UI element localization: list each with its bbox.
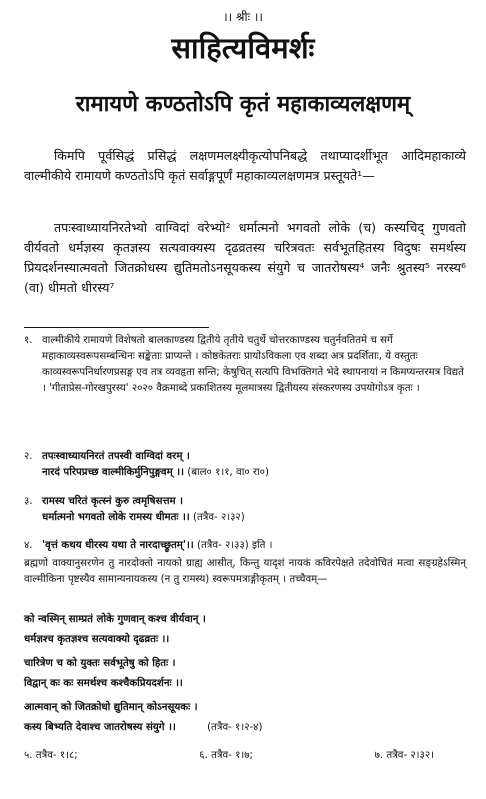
footnote-2 bbox=[24, 449, 466, 481]
verse-reference: (तत्रैव- २।३३) इति । bbox=[197, 540, 273, 551]
footnote-number: २. bbox=[24, 451, 33, 462]
chapter-title: रामायणे कण्ठतोऽपि कृतं महाकाव्यलक्षणम् bbox=[75, 92, 411, 117]
body-paragraph-1: किमपि पूर्वसिद्धं प्रसिद्धं लक्षणमलक्ष्यीकृत्योपनिबद्धे तथाप्यादर्शीभूत आदिमहाकाव्ये वाल्मीकीये रामायणे कण्ठतोऽपि कृतं सर्वाङ्गपूर्णं महाकाव्यलक्षणमत्र प्रस्तूयते¹— bbox=[24, 148, 466, 183]
verse-line: धर्मज्ञश्च कृतज्ञश्च सत्यवाक्यो दृढव्रतः ।। bbox=[24, 634, 170, 645]
footnote-number: ४. bbox=[24, 540, 33, 551]
footnote-1 bbox=[24, 333, 466, 397]
verse-reference: (तत्रैव- २।३२) bbox=[192, 512, 245, 523]
verse-line: विद्वान् कः कः समर्थश्च कश्चैकप्रियदर्शनः ।। bbox=[24, 678, 183, 689]
verse-reference: (तत्रैव- १।२-४) bbox=[207, 722, 263, 733]
footnote-6: ६. तत्रैव- १।७; bbox=[199, 750, 253, 761]
verse-reference: (बाल० १।१, वा० रा०) bbox=[187, 467, 269, 478]
verse-line: चारित्रेण च को युक्तः सर्वभूतेषु को हितः । bbox=[24, 658, 176, 669]
footnote-3 bbox=[24, 494, 466, 526]
footnote-4 bbox=[24, 538, 466, 554]
body-paragraph-2: तपःस्वाध्यायनिरतेभ्यो वाग्विदां वरेभ्यो² धर्मात्मनो भगवतो लोके (च) कस्यचिद् गुणवतो वीर्यवतो धर्मज्ञस्य कृतज्ञस्य सत्यवाक्यस्य दृढव्रतस्य चरित्रवतः सर्वभूतहितस्य विदुषः समर्थस्य प्रियदर्शनस्यात्मवतो जितक्रोधस्य द्युतिमतोऽनसूयकस्य संयुगे च जातरोषस्य⁴ जनैः श्रुतस्य⁵ नरस्य⁶ (वा) धीमतो धीरस्य⁷ bbox=[24, 220, 466, 295]
verse-line-with-ref bbox=[24, 720, 466, 736]
footnote-text: वाल्मीकीये रामायणे विशेषतो बालकाण्डस्य द्वितीये तृतीये चतुर्थे चोत्तरकाण्डस्य चतुर्नवतितमे च सर्गे महाकाव्यस्वरूपसम्बन्धिनः सङ्केताः प्राप्यन्ते । कोष्ठकेतराः प्रायोऽविकला एव शब्दा अत्र प्रदर्शिताः, ये वस्तुतः काव्यस्वरूपनिर्धारणप्रसङ्ग एव तत्र व्यवहृता सन्ति; केषुचित् सत्यपि विभक्तिगते भेदे स्थापनायां न किमप्यन्तरमत्र विद्यते । 'गीताप्रेस-गोरखपुरस्य' २०२० वैक्रमाब्दे प्रकाशितस्य मूलमात्रस्य द्वितीयस्य संस्करणस्य उपयोगोऽत्र कृतः । bbox=[42, 335, 464, 394]
verse-line: कस्य बिभ्यति देवाश्च जातरोषस्य संयुगे ।। bbox=[24, 722, 176, 733]
quoted-verse: 'वृत्तं कथय धीरस्य यथा ते नारदाच्छ्रुतम्'।। bbox=[42, 540, 194, 551]
footnote-7: ७. तत्रैव- २।३२। bbox=[374, 750, 434, 761]
verse-line: धर्मात्मनो भगवतो लोके रामस्य धीमतः ।। bbox=[42, 512, 190, 523]
footnotes-5-7 bbox=[24, 748, 434, 764]
footnote-number: ३. bbox=[24, 496, 33, 507]
footnote-number: १. bbox=[24, 335, 33, 346]
verse-line: तपःस्वाध्यायनिरतं तपस्वी वाग्विदां वरम् । bbox=[42, 451, 190, 462]
verse-line: नारदं परिपप्रच्छ वाल्मीकिर्मुनिपुङ्गवम् ।। bbox=[42, 467, 184, 478]
verse-line: आत्मवान् को जितक्रोधो द्युतिमान् कोऽनसूयकः । bbox=[24, 702, 198, 713]
footnote-5: ५. तत्रैव- १।८; bbox=[24, 750, 78, 761]
verse-line: रामस्य चरितं कृत्स्नं कुरु त्वमृषिसत्तम । bbox=[42, 496, 183, 507]
footnote-4-explanation: ब्रह्मणो वाक्यानुसरणेन तु नारदोक्तो नायको ग्राह्य आसीत्, किन्तु यादृशं नायकं कविरपेक्षते तदेवोचितं मत्वा सङ्ग्रहेऽस्मिन् वाल्मीकिना पृष्टस्यैव सामान्यनायकस्य (न तु रामस्य) स्वरूपमत्राङ्गीकृतम् । तच्चैवम्— bbox=[24, 558, 466, 585]
invocation: ।। श्रीः ।। bbox=[223, 10, 263, 24]
page-title: साहित्यविमर्शः bbox=[171, 31, 315, 65]
verse-line: को न्वस्मिन् साम्प्रतं लोके गुणवान् कश्च वीर्यवान् । bbox=[24, 614, 206, 625]
footnote-divider bbox=[24, 327, 209, 328]
